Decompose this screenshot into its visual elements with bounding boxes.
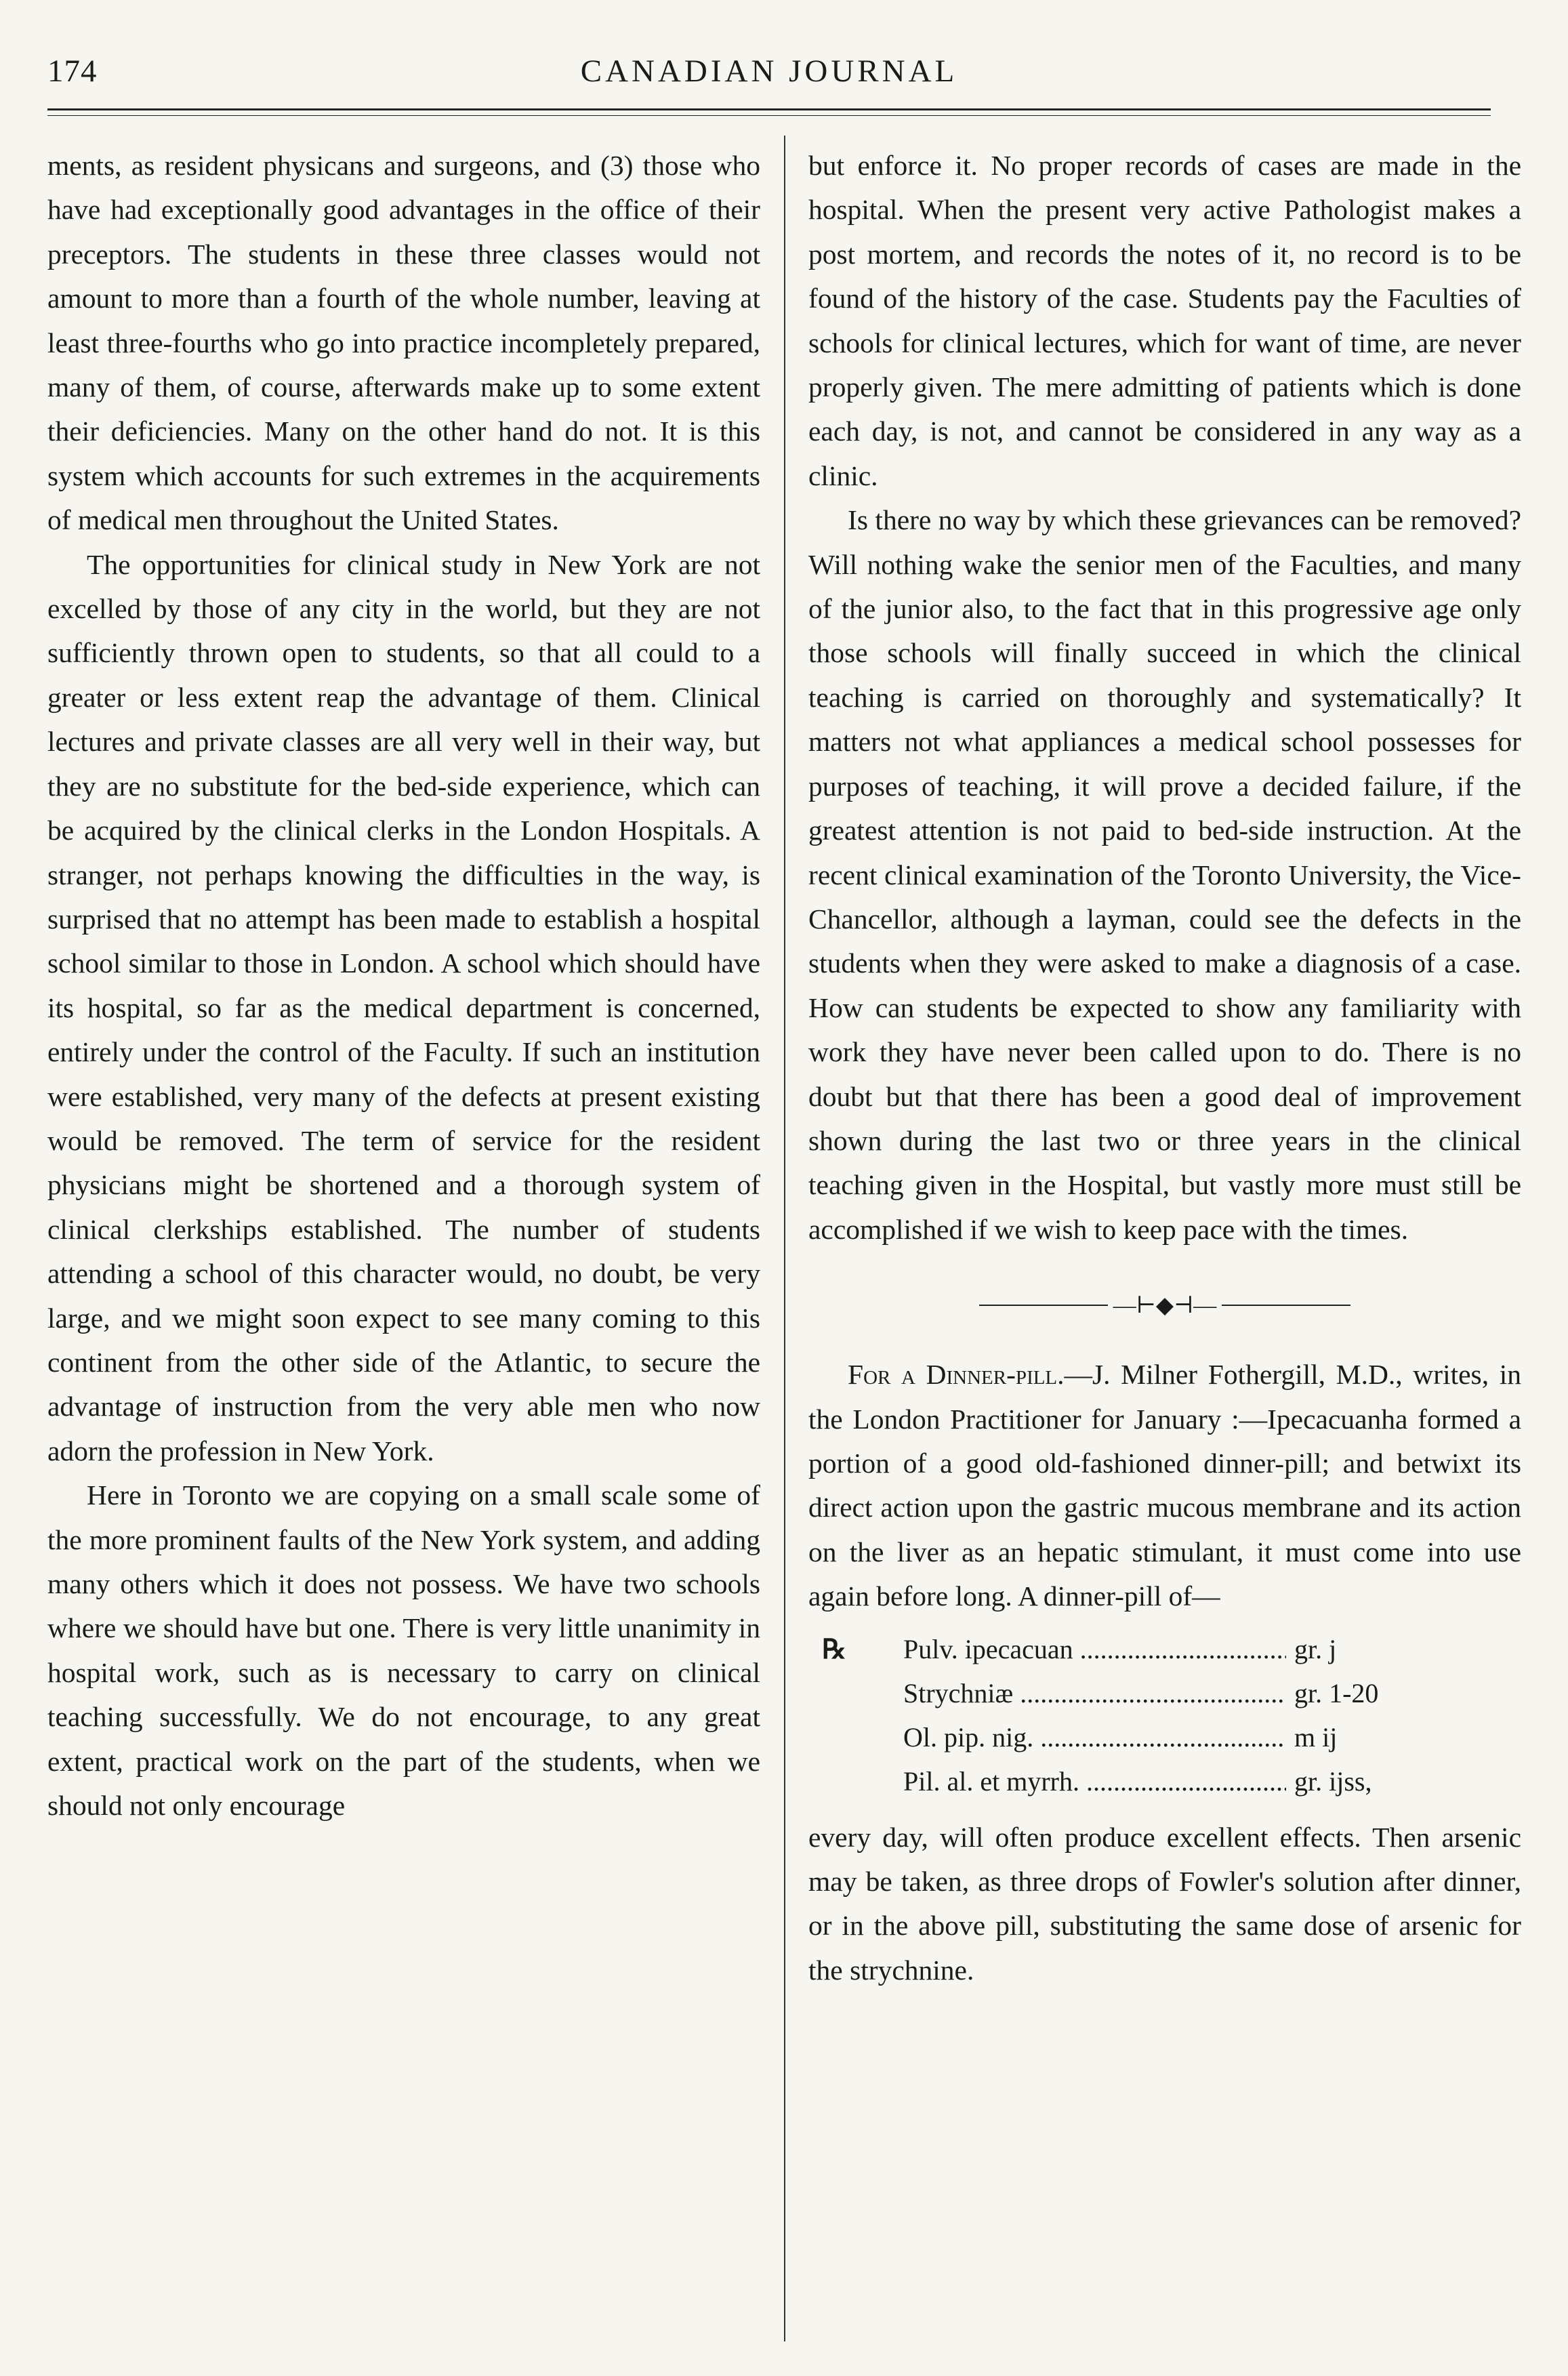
prescription-drug: Ol. pip. nig. ..... (903, 1715, 1286, 1759)
prescription-row (808, 1671, 1521, 1715)
header-rule-thin (47, 115, 1491, 116)
column-divider (784, 136, 785, 2341)
right-paragraph-1: but enforce it. No proper records of cases are made in the hospital. When the present very active Pathologist makes a post mortem, and records the notes of it, no record is to be found of the history of the case. Students pay the Faculties of schools for clinical lectures, which for want of time, are never properly given. The mere admitting of patients which is done each day, is not, and cannot be considered in any way as a clinic. (808, 150, 1521, 491)
right-column (808, 144, 1521, 1992)
prescription (808, 1627, 1521, 1803)
page-number: 174 (47, 54, 98, 89)
ornament-glyph: —⊢◆⊣— (1113, 1292, 1217, 1318)
prescription-row (808, 1715, 1521, 1759)
left-paragraph-1: ments, as resident physicans and surgeons, and (3) those who have had exceptionally good advantages in the office of their preceptors. The students in these three classes would not amount to more than a fourth of the whole number, leaving at least three-fourths who go into practice incompletely prepared, many of them, of course, afterwards make up to some extent their deficiencies. Many on the other hand do not. It is this system which accounts for such extremes in the acquirements of medical men throughout the United States. (47, 150, 760, 536)
prescription-row (808, 1759, 1521, 1803)
dinner-pill-paragraph (808, 1353, 1521, 1618)
prescription-drug: Strychniæ ..... (903, 1671, 1286, 1715)
left-paragraph-3: Here in Toronto we are copying on a small scale some of the more prominent faults of the New York system, and adding many others which it does not possess. We have two schools where we should have but one. There is very little unanimity in hospital work, such as is necessary to carry on clinical teaching successfully. We do not encourage, to any great extent, practical work on the part of the students, when we should not only encourage (47, 1479, 760, 1822)
prescription-drug: Pil. al. et myrrh. ..... (903, 1759, 1286, 1803)
dinner-pill-text: —J. Milner Fothergill, M.D., writes, in the London Practitioner for January :—Ipecacuanha formed a portion of a good old-fashioned dinner-pill; and betwixt its direct action upon the gastric mucous membrane and its action on the liver as an hepatic stimulant, it must come into use again before long. A dinner-pill of— (808, 1359, 1521, 1612)
ornament-line-left (979, 1305, 1108, 1306)
page-header (47, 53, 1491, 100)
right-paragraph-4: every day, will often produce excellent effects. Then arsenic may be taken, as three drops of Fowler's solution after dinner, or in the above pill, substituting the same dose of arsenic for the strychnine. (808, 1821, 1521, 1986)
header-rule-thick (47, 108, 1491, 110)
prescription-drug: Pulv. ipecacuan ..... (903, 1627, 1286, 1671)
left-column (47, 144, 760, 1828)
prescription-row (808, 1627, 1521, 1671)
prescription-dose: gr. ijss, (1294, 1765, 1372, 1797)
left-paragraph-2: The opportunities for clinical study in New York are not excelled by those of any city in the world, but they are not sufficiently thrown open to students, so that all could to a greater or less extent reap the advantage of them. Clinical lectures and private classes are all very well in their way, but they are no substitute for the bed-side experience, which can be acquired by the clinical clerks in the London Hospitals. A stranger, not perhaps knowing the difficulties in the way, is surprised that no attempt has been made to establish a hospital school similar to those in London. A school which should have its hospital, so far as the medical department is concerned, entirely under the control of the Faculty. If such an institution were established, very many of the defects at present existing would be removed. The term of service for the resident physicians might be shortened and a thorough system of clinical clerkships established. The number of students attending a school of this character would, no doubt, be very large, and we might soon expect to see many coming to this continent from the other side of the Atlantic, to secure the advantage of instruction from the very able men who now adorn the profession in New York. (47, 548, 760, 1467)
running-title: CANADIAN JOURNAL (580, 54, 958, 89)
right-paragraph-2: Is there no way by which these grievances can be removed? Will nothing wake the senior men of the Faculties, and many of the junior also, to the fact that in this progressive age only those schools will finally succeed in which the clinical teaching is carried on thoroughly and systematically? It matters not what appliances a medical school possesses for purposes of teaching, it will prove a decided failure, if the greatest attention is not paid to bed-side instruction. At the recent clinical examination of the Toronto University, the Vice-Chancellor, although a layman, could see the defects in the students when they were asked to make a diagnosis of a case. How can students be expected to show any familiarity with work they have never been called upon to do. There is no doubt but that there has been a good deal of improvement shown during the last two or three years in the clinical teaching given in the Hospital, but vastly more must still be accomplished if we wish to keep pace with the times. (808, 504, 1521, 1245)
recipe-symbol: ℞ (822, 1633, 846, 1664)
section-ornament (808, 1282, 1521, 1326)
prescription-dose: m ij (1294, 1721, 1338, 1753)
prescription-dose: gr. j (1294, 1633, 1337, 1664)
ornament-line-right (1222, 1305, 1350, 1306)
article-title: For a Dinner-pill. (848, 1359, 1065, 1391)
prescription-dose: gr. 1-20 (1294, 1677, 1379, 1708)
